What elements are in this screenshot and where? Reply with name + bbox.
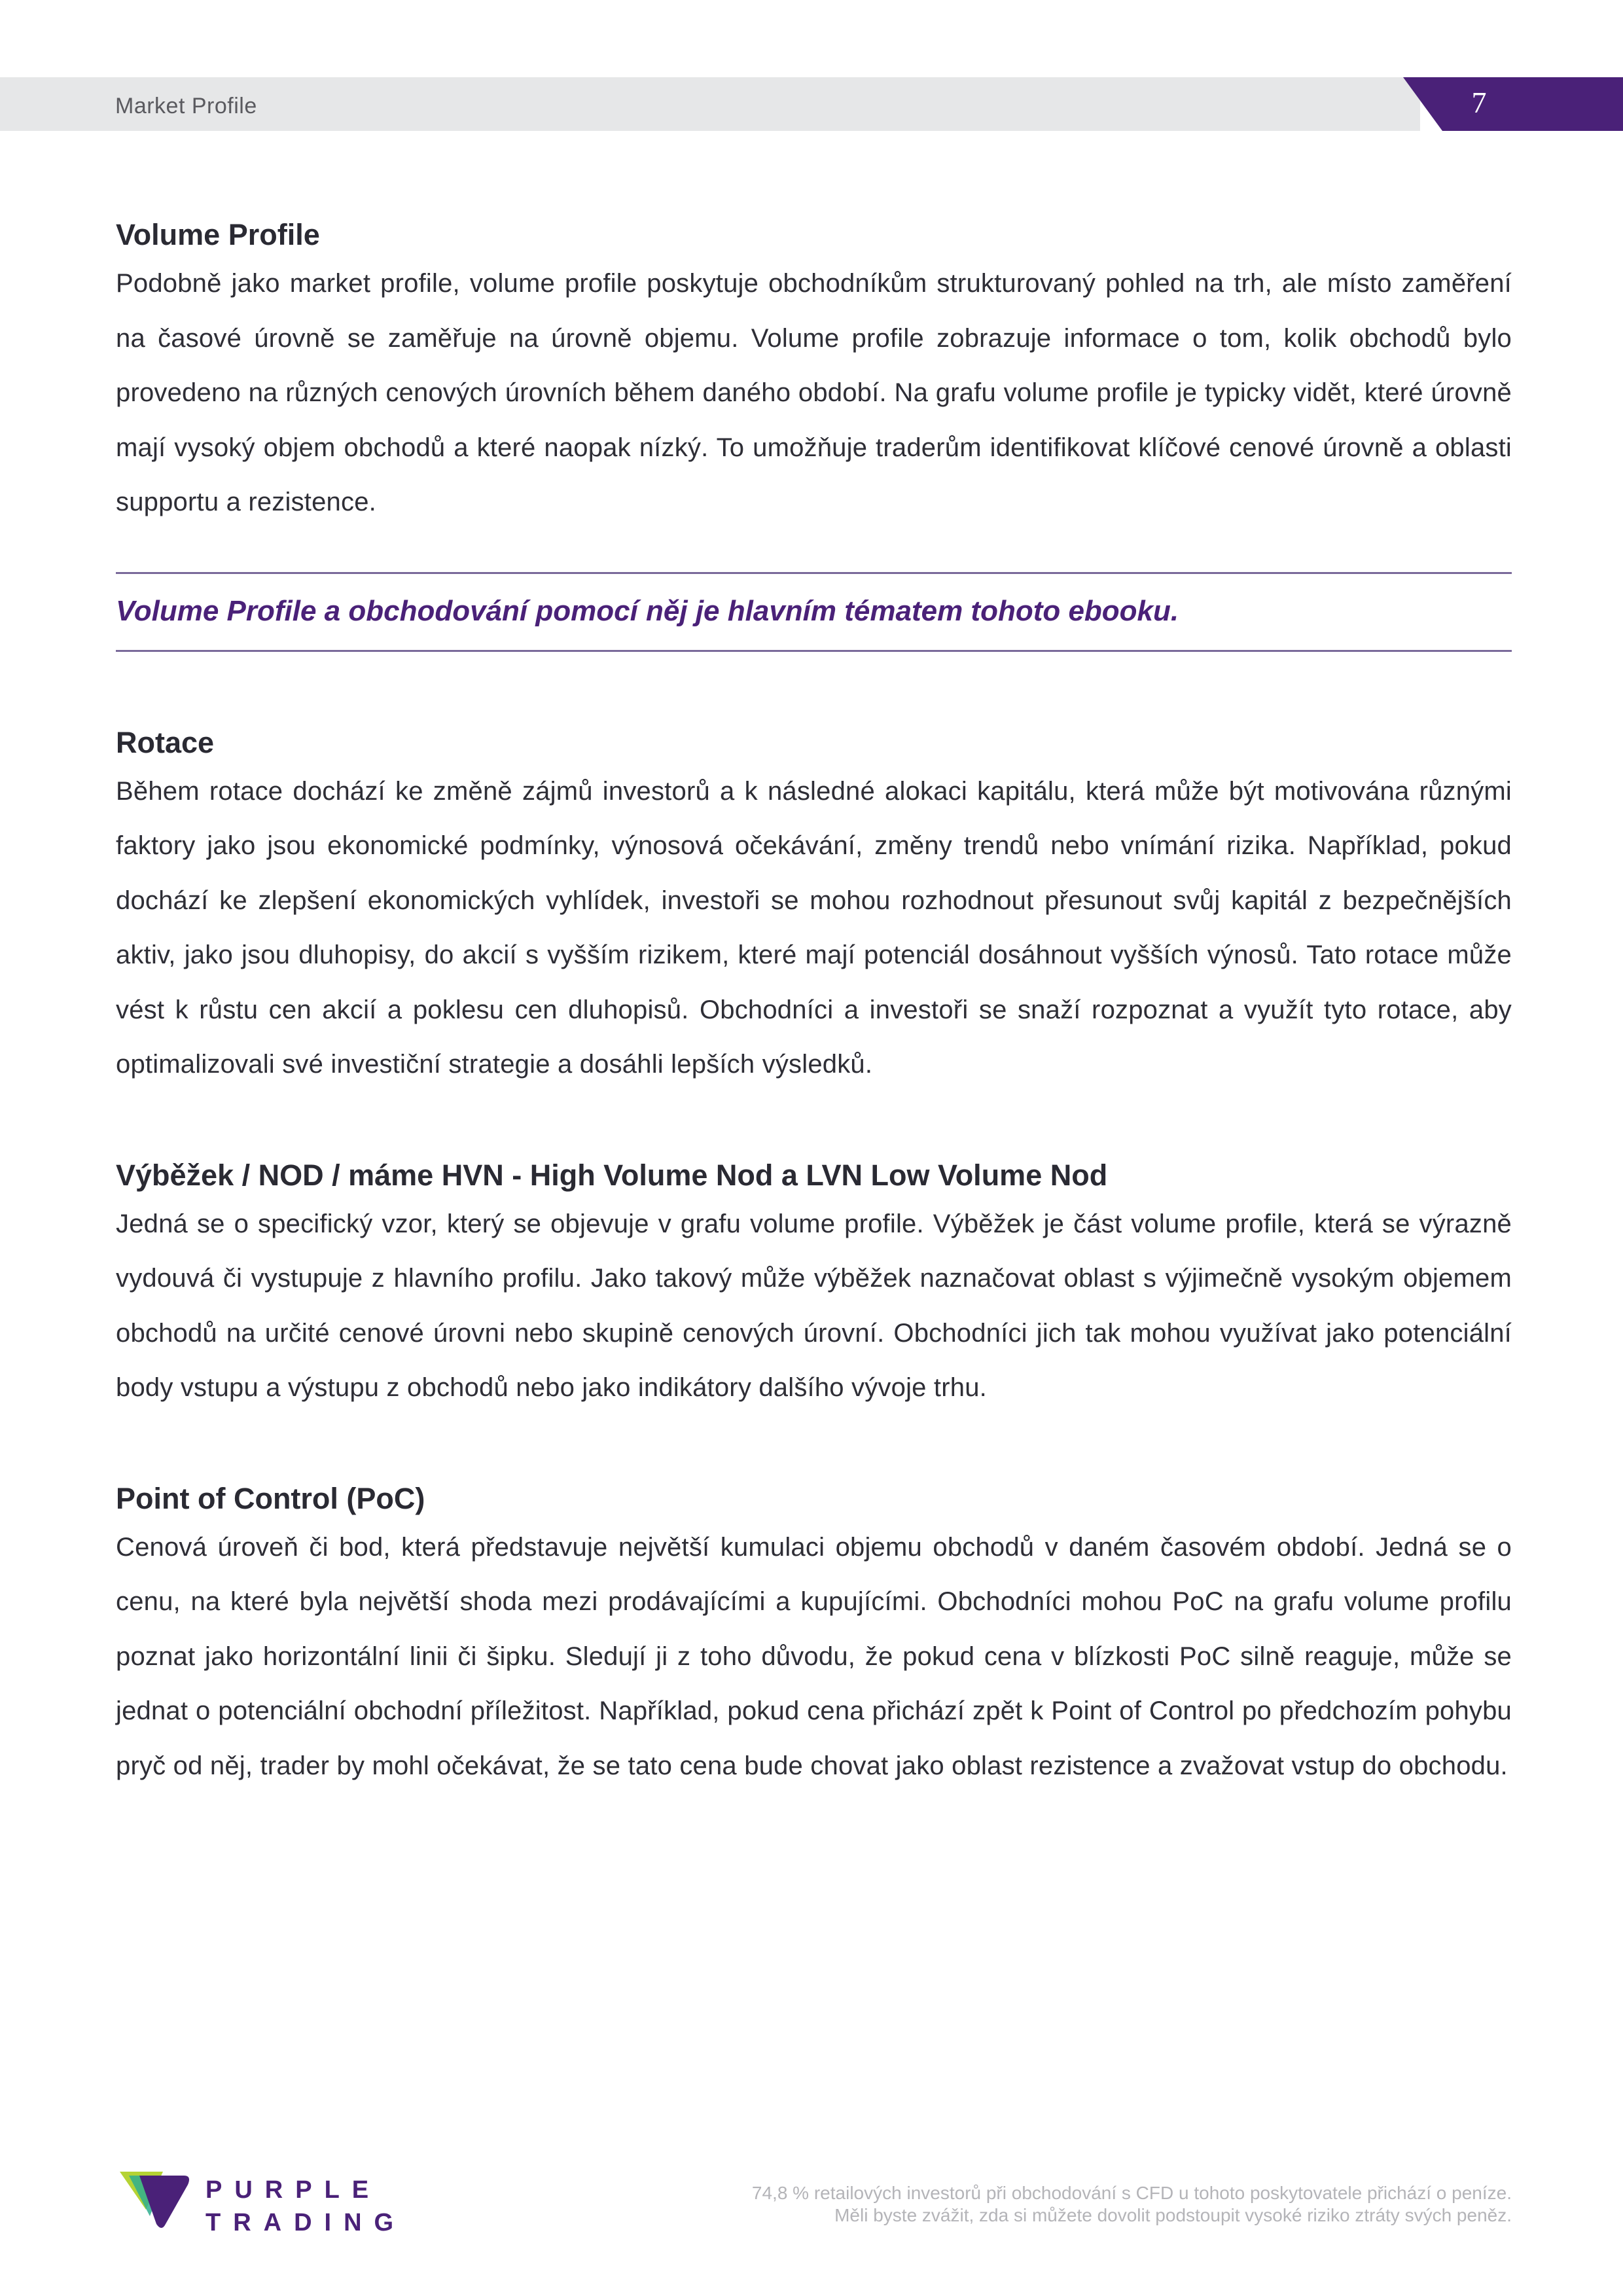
section-paragraph: Jedná se o specifický vzor, který se objevuje v grafu volume profile. Výběžek je část volume profile, která se výrazně vydouvá či vystupuje z hlavního profilu. Jako takový může výběžek naznačovat oblast s výjimečně vysokým objemem obchodů na určité cenové úrovni nebo skupině cenových úrovní. Obchodníci jich tak mohou využívat jako potenciální body vstupu a výstupu z obchodů nebo jako indikátory dalšího vývoje trhu. — [116, 1209, 1512, 1402]
brand-name-line-2: TRADING — [205, 2209, 406, 2236]
page-number: 7 — [1471, 86, 1487, 119]
section-paragraph: Během rotace dochází ke změně zájmů investorů a k následné alokaci kapitálu, která může být motivována různými faktory jako jsou ekonomické podmínky, výnosová očekávání, změny trendů nebo vnímání rizika. Například, pokud dochází ke zlepšení ekonomických vyhlídek, investoři se mohou rozhodnout přesunout svůj kapitál z bezpečnějších aktiv, jako jsou dluhopisy, do akcií s vyšším rizikem, které mají potenciál dosáhnout vyšších výnosů. Tato rotace může vést k růstu cen akcií a poklesu cen dluhopisů. Obchodníci a investoři se snaží rozpoznat a využít tyto rotace, aby optimalizovali své investiční strategie a dosáhli lepších výsledků. — [116, 776, 1512, 1079]
section-heading: Point of Control (PoC) — [116, 1481, 425, 1515]
section-rotace — [116, 721, 1512, 1092]
purple-trading-logo-icon — [120, 2172, 192, 2232]
running-header-title: Market Profile — [115, 94, 257, 118]
section-heading: Rotace — [116, 725, 215, 759]
section-paragraph: Podobně jako market profile, volume profile poskytuje obchodníkům strukturovaný pohled na trh, ale místo zaměření na časové úrovně se zaměřuje na úrovně objemu. Volume profile zobrazuje informace o tom, kolik obchodů bylo provedeno na různých cenových úrovních během daného období. Na grafu volume profile je typicky vidět, které úrovně mají vysoký objem obchodů a které naopak nízký. To umožňuje traderům identifikovat klíčové cenové úrovně a oblasti supportu a rezistence. — [116, 269, 1512, 516]
section-heading: Volume Profile — [116, 218, 320, 251]
risk-disclaimer — [596, 2182, 1512, 2227]
callout-box — [116, 572, 1512, 652]
section-vybezek — [116, 1154, 1512, 1416]
section-paragraph: Cenová úroveň či bod, která představuje největší kumulaci objemu obchodů v daném časovém období. Jedná se o cenu, na které byla největší shoda mezi prodávajícími a kupujícími. Obchodníci mohou PoC na grafu volume profilu poznat jako horizontální linii či šipku. Sledují ji z toho důvodu, že pokud cena v blízkosti PoC silně reaguje, může se jednat o potenciální obchodní příležitost. Například, pokud cena přichází zpět k Point of Control po předchozím pohybu pryč od něj, trader by mohl očekávat, že se tato cena bude chovat jako oblast rezistence a zvažovat vstup do obchodu. — [116, 1532, 1512, 1780]
section-volume-profile — [116, 213, 1512, 530]
disclaimer-line: Měli byste zvážit, zda si můžete dovolit podstoupit vysoké riziko ztráty svých peněz. — [834, 2205, 1512, 2225]
callout-text: Volume Profile a obchodování pomocí něj je hlavním tématem tohoto ebooku. — [116, 594, 1179, 627]
page-content — [116, 213, 1512, 1793]
disclaimer-line: 74,8 % retailových investorů při obchodování s CFD u tohoto poskytovatele přichází o peníze. — [751, 2183, 1512, 2203]
brand-name-line-1: PURPLE — [205, 2176, 382, 2204]
page-number-tab — [1403, 77, 1623, 131]
section-point-of-control — [116, 1477, 1512, 1794]
section-heading: Výběžek / NOD / máme HVN - High Volume Nod a LVN Low Volume Nod — [116, 1158, 1108, 1192]
